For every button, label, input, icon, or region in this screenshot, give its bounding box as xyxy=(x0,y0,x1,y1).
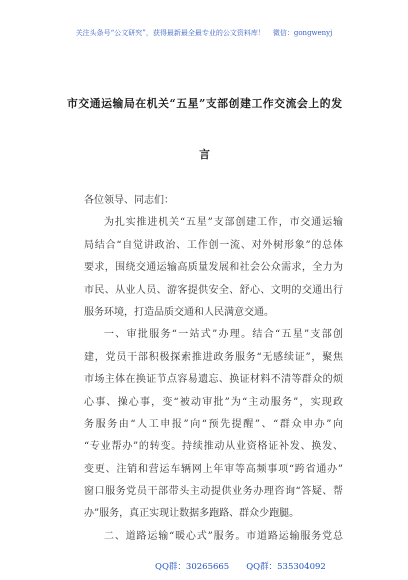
body-line: 市民、从业人员、游客提供安全、舒心、文明的交通出行 xyxy=(84,284,343,296)
document-body xyxy=(84,190,343,548)
paragraph-section-1 xyxy=(84,324,343,526)
header-wechat: 微信：gongwenyj xyxy=(272,29,333,37)
page-header xyxy=(0,27,408,39)
paragraph-section-2 xyxy=(84,526,343,548)
paragraph-intro xyxy=(84,212,343,324)
page-footer xyxy=(155,561,326,573)
header-notice: 关注头条号“公文研究”，获得最新最全最专业的公文资料库！ xyxy=(75,29,265,37)
body-line: 窗口服务党员干部带头主动提供业务办理咨询“答疑、帮 xyxy=(84,486,343,498)
body-line: 变更、注销和营运车辆网上年审等高频事项“跨省通办” xyxy=(84,463,343,475)
section-heading-line: 二、道路运输“暖心式”服务。市道路运输服务党总 xyxy=(104,530,343,542)
body-line: 建，党员干部积极探索推进政务服务“无感续证”，聚焦 xyxy=(84,351,343,363)
body-line: 市场主体在换证节点容易遗忘、换证材料不清等群众的烦 xyxy=(84,374,343,386)
body-line: 为扎实推进机关“五星”支部创建工作，市交通运输 xyxy=(104,217,343,229)
body-line: 办”服务，真正实现让数据多跑路、群众少跑腿。 xyxy=(84,508,300,520)
salutation: 各位领导、同志们： xyxy=(84,195,174,206)
document-title-line-1: 市交通运输局在机关“五星”支部创建工作交流会上的发 xyxy=(67,97,342,110)
body-line: 心事、操心事，变“被动审批”为“主动服务”，实现政 xyxy=(84,396,343,408)
document-title-line-2: 言 xyxy=(199,148,210,161)
footer-qq-group-1: QQ群：30265665 xyxy=(155,562,230,572)
body-line: 服务环境，打造品质交通和人民满意交通。 xyxy=(84,306,274,318)
body-line: “专业帮办”的转变。持续推动从业资格证补发、换发、 xyxy=(84,441,343,453)
body-line: 务服务由“人工申报”向“预先提醒”、“群众申办”向 xyxy=(84,418,343,430)
footer-qq-group-2: QQ群：535304092 xyxy=(246,562,326,572)
body-line: 局结合“自觉讲政治、工作创一流、对外树形象”的总体 xyxy=(84,239,343,251)
section-heading-line: 一、审批服务“一站式”办理。结合“五星”支部创 xyxy=(104,329,343,341)
body-line: 要求，围绕交通运输高质量发展和社会公众需求，全力为 xyxy=(84,262,343,274)
